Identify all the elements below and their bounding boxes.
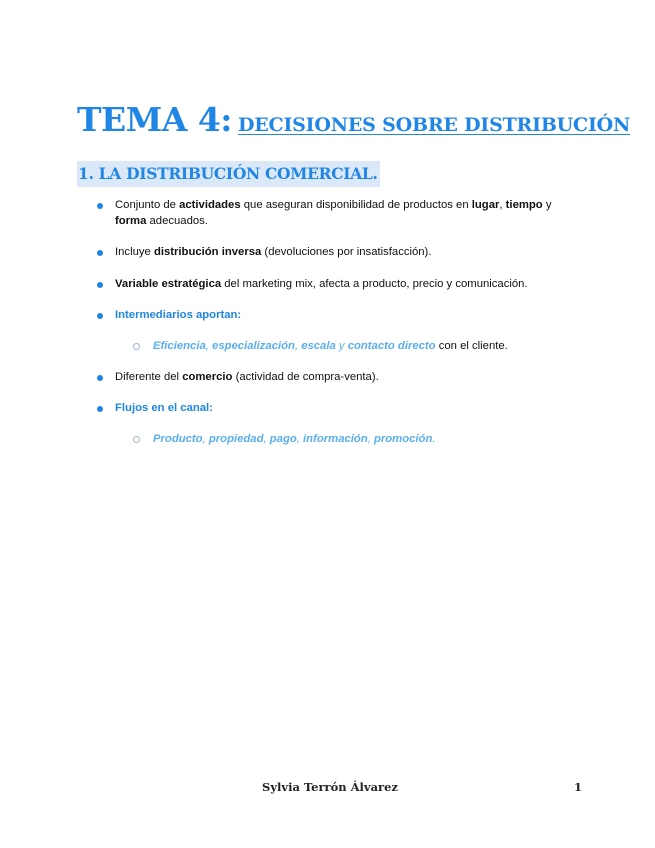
item-separator: . xyxy=(432,433,436,445)
item-text: Diferente del xyxy=(115,371,183,383)
bullet-dot-icon xyxy=(97,203,103,209)
item-separator: , xyxy=(202,433,209,445)
list-item xyxy=(115,276,583,292)
item-text: que aseguran disponibilidad de productos en xyxy=(240,199,472,211)
item-text: adecuados. xyxy=(146,215,208,227)
sub-list-item xyxy=(153,431,583,447)
item-emphasis: propiedad xyxy=(208,433,264,445)
item-emphasis: información xyxy=(303,433,368,445)
item-emphasis: promoción xyxy=(373,433,433,445)
item-emphasis: Eficiencia xyxy=(153,340,206,352)
title-main: DECISIONES SOBRE DISTRIBUCIÓN xyxy=(237,114,631,136)
item-emphasis: Producto xyxy=(153,433,203,445)
list-item xyxy=(115,307,583,323)
item-separator: y xyxy=(335,340,348,352)
hollow-circle-icon xyxy=(133,436,140,443)
item-bold: comercio xyxy=(182,371,233,383)
item-bold-blue: Flujos en el canal: xyxy=(115,402,213,414)
item-text: (actividad de compra-venta). xyxy=(232,371,379,383)
list-item xyxy=(115,400,583,416)
bullet-dot-icon xyxy=(97,250,103,256)
sub-list-item xyxy=(153,338,583,354)
page-number: 1 xyxy=(573,780,582,794)
item-text: Conjunto de xyxy=(115,199,180,211)
item-emphasis: especialización xyxy=(212,340,295,352)
item-bold: actividades xyxy=(179,199,241,211)
bullet-dot-icon xyxy=(97,406,103,412)
section-heading: 1. LA DISTRIBUCIÓN COMERCIAL. xyxy=(77,161,380,187)
item-emphasis: escala xyxy=(301,340,336,352)
item-separator: , xyxy=(294,340,302,352)
item-bold: forma xyxy=(115,215,147,227)
item-emphasis: contacto directo xyxy=(347,340,436,352)
item-text: y xyxy=(542,199,552,211)
list-item xyxy=(115,369,583,385)
document-title xyxy=(77,100,631,139)
bullet-dot-icon xyxy=(97,375,103,381)
item-emphasis: pago xyxy=(269,433,297,445)
item-bold-blue: Intermediarios aportan: xyxy=(115,309,242,321)
bullet-dot-icon xyxy=(97,282,103,288)
item-separator: , xyxy=(263,433,270,445)
item-bold: lugar xyxy=(471,199,500,211)
footer-author: Sylvia Terrón Álvarez xyxy=(262,780,398,794)
item-bold: distribución inversa xyxy=(153,246,262,258)
title-prefix: TEMA 4: xyxy=(77,100,232,139)
bullet-dot-icon xyxy=(97,313,103,319)
item-separator: , xyxy=(205,340,213,352)
item-separator: , xyxy=(367,433,374,445)
hollow-circle-icon xyxy=(133,343,140,350)
list-item xyxy=(115,244,583,260)
item-text: del marketing mix, afecta a producto, precio y comunicación. xyxy=(221,278,528,290)
item-text: , xyxy=(499,199,506,211)
item-text: Incluye xyxy=(115,246,154,258)
list-item xyxy=(115,197,583,229)
item-text: con el cliente. xyxy=(435,340,508,352)
item-bold: tiempo xyxy=(505,199,543,211)
item-text: (devoluciones por insatisfacción). xyxy=(261,246,432,258)
item-separator: , xyxy=(296,433,304,445)
item-bold: Variable estratégica xyxy=(115,278,222,290)
